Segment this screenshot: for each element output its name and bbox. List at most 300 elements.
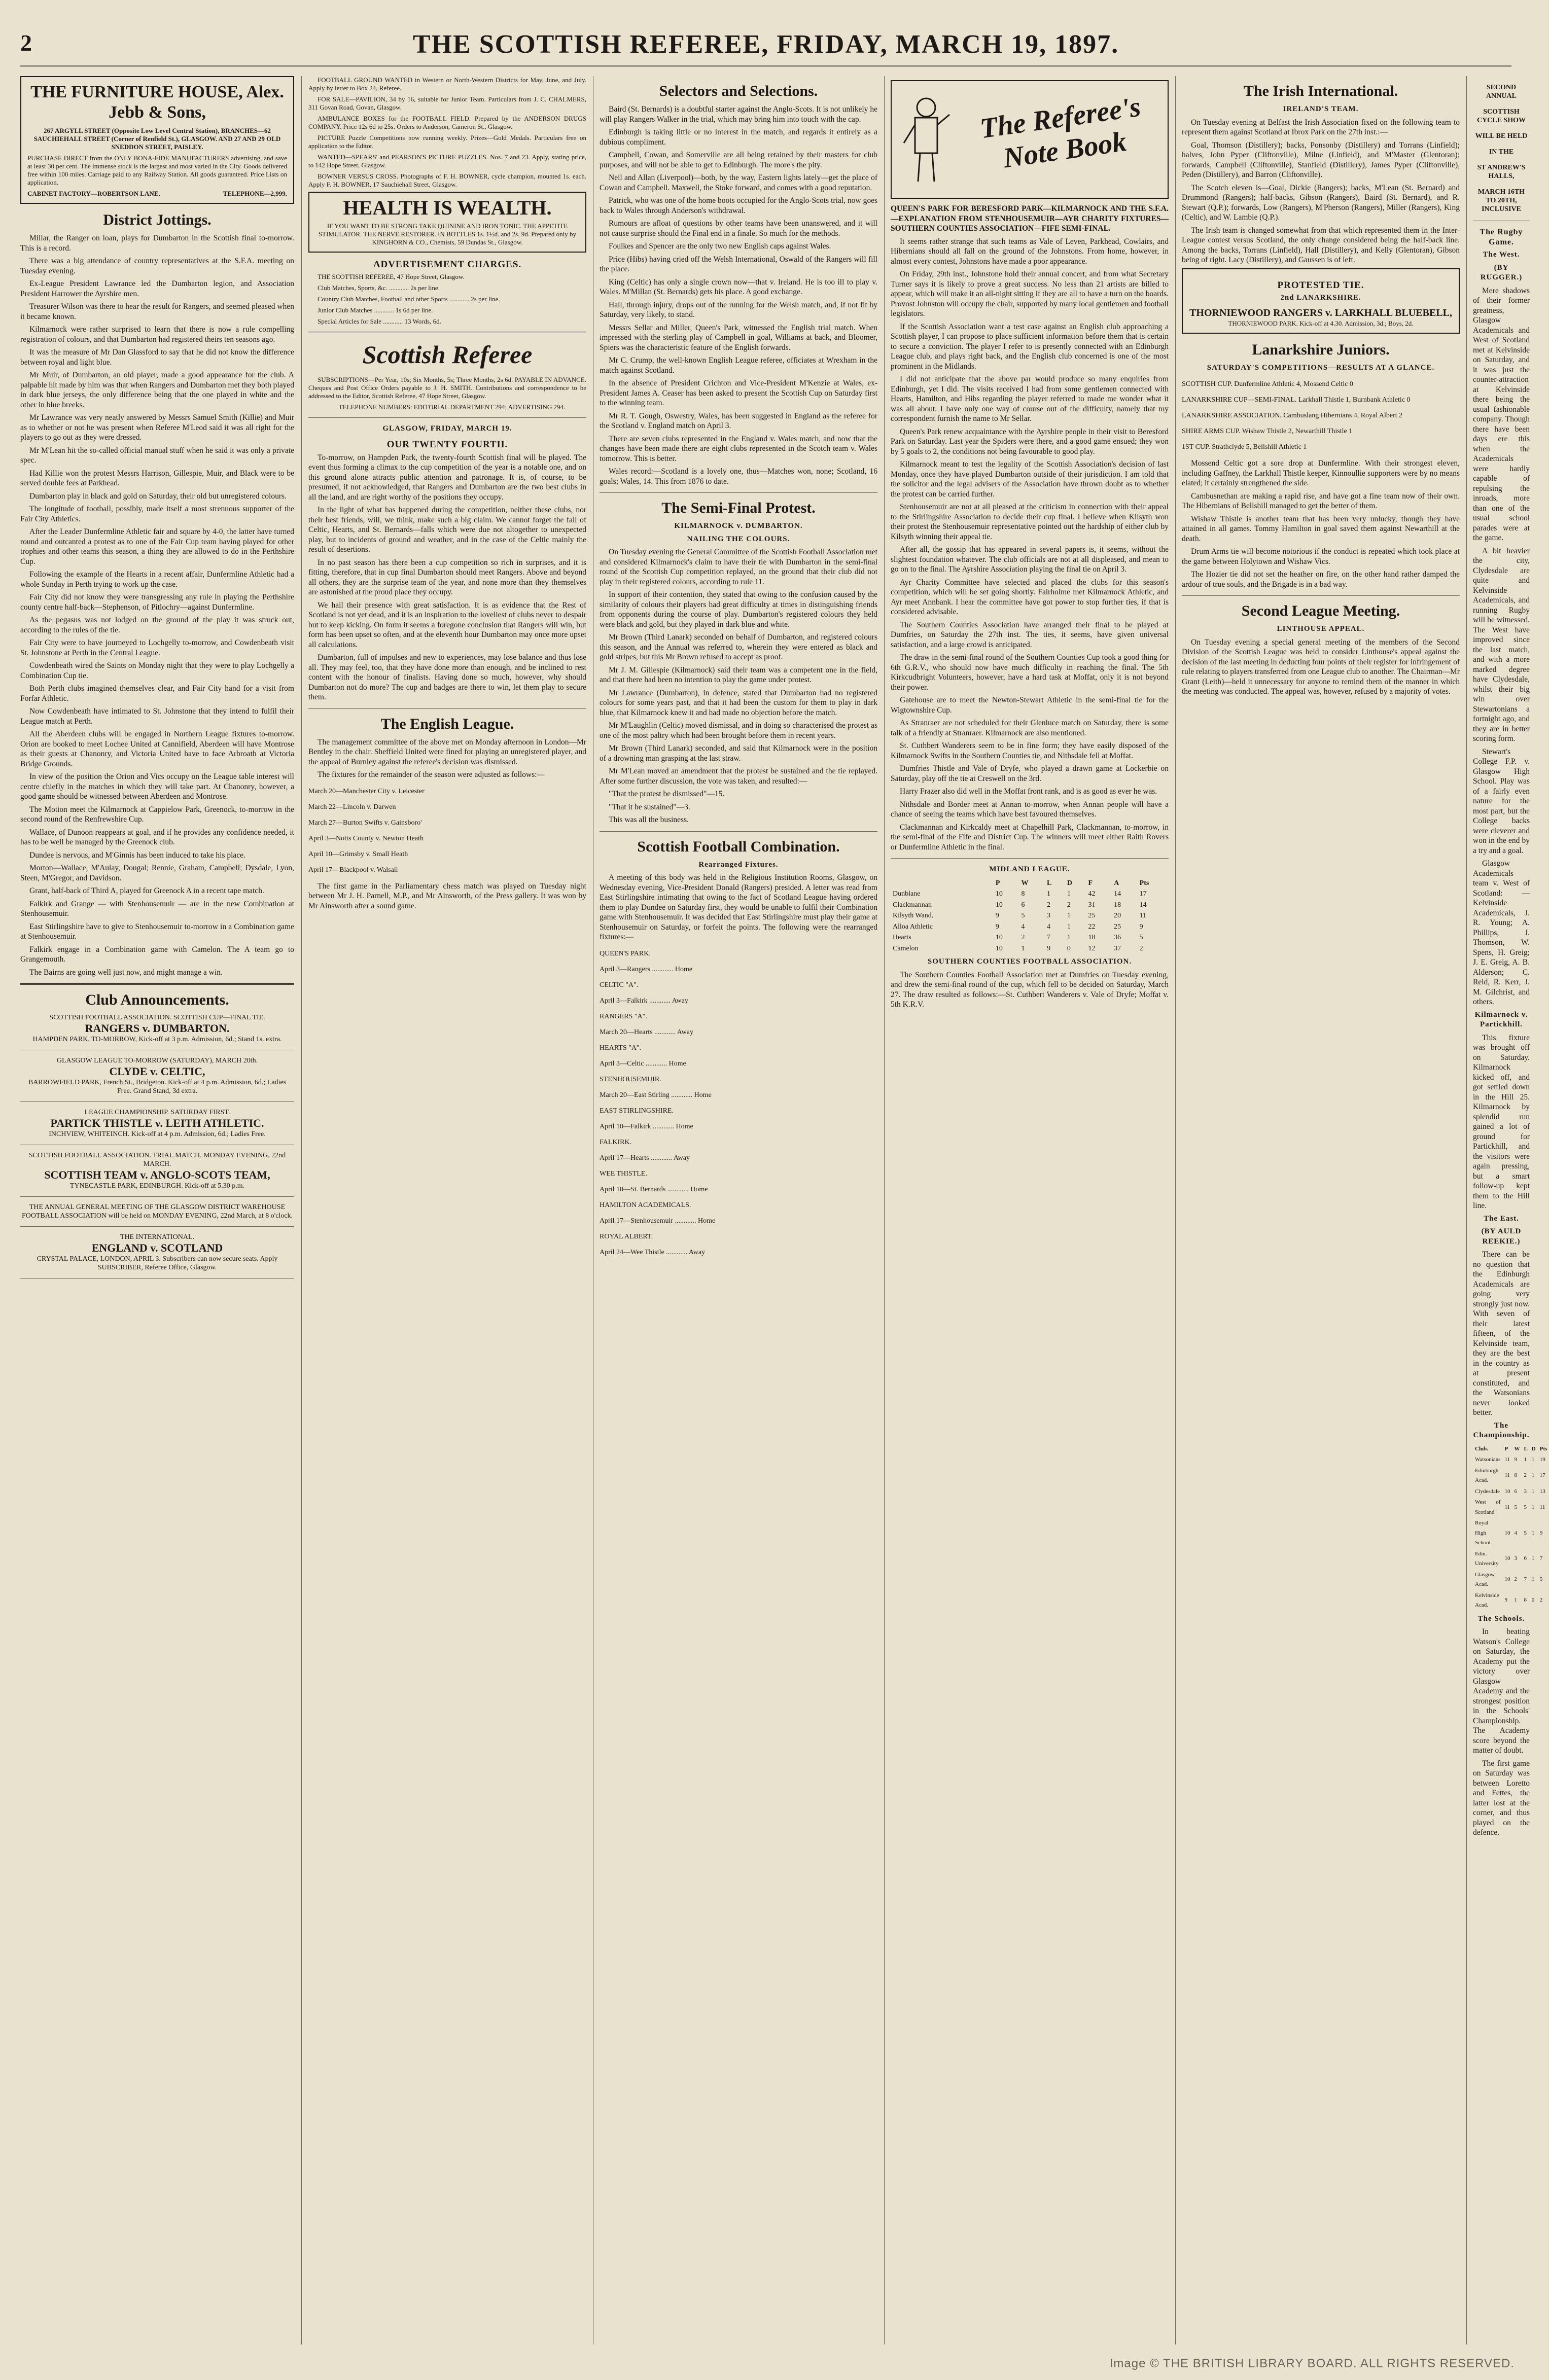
table-cell: 2 [1067,901,1071,909]
rugby-west-subheading: The West. [1483,251,1520,259]
announcement-top: THE ANNUAL GENERAL MEETING OF THE GLASGOW DISTRICT WAREHOUSE FOOTBALL ASSOCIATION will be held on MONDAY EVENING, 22nd March, at 8 o'clock. [21,1203,293,1220]
table-cell: 14 [1139,901,1147,909]
table-cell: 3 [1047,912,1051,919]
table-cell: 20 [1114,912,1121,919]
paragraph: Millar, the Ranger on loan, plays for Dumbarton in the Scottish final to-morrow. This is a record. [20,234,294,253]
table-cell: 2 [1514,1576,1517,1583]
charges-line: Club Matches, Sports, &c. ............ 2s per line. [318,283,440,292]
fixture-line: FALKIRK. [600,1138,632,1146]
table-cell: 10 [1504,1530,1510,1536]
table-cell: 9 [1504,1597,1507,1604]
table-header-cell: D [1531,1445,1536,1452]
page-number: 2 [20,30,32,56]
table-header-cell: L [1524,1445,1528,1452]
paragraph: The longitude of football, possibly, made itself a most strenuous supporter of the Fair City Athletics. [20,505,294,523]
table-cell: 10 [995,934,1003,941]
lanarkshire-text [1182,458,1460,589]
fixture-line: March 20—Manchester City v. Leicester [308,787,425,795]
fixture-line: April 10—Falkirk ............ Home [600,1122,693,1130]
telephone-numbers: TELEPHONE NUMBERS: EDITORIAL DEPARTMENT 294; ADVERTISING 294. [338,403,566,411]
fixture-line: March 22—Lincoln v. Darwen [308,803,396,811]
paragraph: After all, the gossip that has appeared in several papers is, it seems, without the slightest foundation whatever. The club officials are not at all displeased, and mean to go on to the final. The Ayrshire Association playing the final tie on April 3. [891,545,1169,574]
english-league-closing: The first game in the Parliamentary chess match was played on Tuesday night between Mr J. H. Parnell, M.P., and Mr Ainsworth, of the Press gallery. It was won by Mr Ainsworth after a sound game. [308,881,586,910]
paragraph: The Scotch eleven is—Goal, Dickie (Rangers); backs, M'Lean (St. Bernard) and Drummond (Rangers); half-backs, Gibson (Rangers), Baird (St. Bernard), and R. Stewart (Q.P.); forwards, Low (Rangers), M'Pherson (Rangers), Miller (Rangers), King (Celtic), and W. Lambie (Q.P.). [1182,183,1460,222]
table-row [891,889,1169,900]
table-cell: 10 [995,901,1003,909]
paragraph: Campbell, Cowan, and Somerville are all being retained by their masters for club purposes, and will not be able to get to Edinburgh. The more's the pity. [600,151,877,169]
paragraph: Gatehouse are to meet the Newton-Stewart Athletic in the semi-final tie for the Wigtownshire Cup. [891,696,1169,715]
paragraph: The Motion meet the Kilmarnock at Cappielow Park, Greenock, to-morrow in the second round of the Renfrewshire Cup. [20,805,294,824]
divider [308,332,586,333]
table-cell: 9 [1139,922,1143,931]
table-cell: 7 [1539,1555,1543,1562]
combination-subheading: Rearranged Fixtures. [698,860,779,869]
editorial-text [308,453,586,702]
club-announcement [20,1151,294,1190]
fixture-line: April 17—Stenhousemuir ............ Home [600,1217,716,1225]
paragraph: Stenhousemuir are not at all pleased at the criticism in connection with their appeal to the Stirlingshire Association to decide their cup final. I believe when Kilsyth won their protest the Stenhousemuir representative pointed out the hardship of either club by Kilsyth winning their appeal tie. [891,503,1169,541]
paragraph: The Hozier tie did not set the heather on fire, on the other hand rather damped the ardour of true souls, and the Brigade is in a bad way. [1182,570,1460,589]
table-header-cell: A [1114,879,1119,887]
table-cell: 11 [1139,912,1147,919]
table-cell: 1 [1524,1457,1527,1463]
kilmarnock-partickhill-heading: Kilmarnock v. Partickhill. [1474,1010,1528,1028]
table-cell: 1 [1067,912,1071,919]
furniture-ad-body: PURCHASE DIRECT from the ONLY BONA-FIDE MANUFACTURERS advertising, and save at least 30 per cent. The immense stock is the largest and most varied in the City. Goods delivered free within 100 miles. Carriage paid to any Railway Station. All goods guaranteed. Price Lists on application. [27,154,287,186]
paragraph: The fixtures for the remainder of the season were adjusted as follows:— [318,770,545,779]
paragraph: Queen's Park renew acquaintance with the Ayrshire people in their visit to Beresford Park on Saturday. Last year the Spiders were there, and a good game ensued; they won by 5 goals to 2, the conditions not being favourable to good play. [891,427,1169,456]
announcement-bottom: BARROWFIELD PARK, French St., Bridgeton. Kick-off at 4 p.m. Admission, 6d.; Ladies Free. Grand Stand, 3d extra. [28,1079,287,1095]
paragraph: To-morrow, on Hampden Park, the twenty-fourth Scottish final will be played. The event thus forming a climax to the cup competition of the year is a notable one, and on this ground alone attracts public attention and patronage. It is, of course, to be presumed, if not acknowledged, that Rangers and Dumbarton are the two best clubs in all the land, and are right worthy of the positions they occupy. [308,453,586,502]
cycle-show-advertisement [1473,83,1530,214]
paragraph: Ex-League President Lawrance led the Dumbarton legion, and Association President Harrower the Ayrshire men. [20,279,294,298]
table-header-cell: Club. [1475,1445,1488,1452]
rugby-byline: (BY RUGGER.) [1480,263,1523,281]
club-announcements-heading: Club Announcements. [85,991,229,1008]
divider [308,708,586,709]
paragraph: "That it be sustained"—3. [609,802,690,811]
paragraph: Fair City did not know they were transgressing any rule in playing the Perthshire county centre half-back—Stephenson, of Pitlochry—against Dunfermline. [20,593,294,612]
announcement-big: RANGERS v. DUMBARTON. [85,1022,230,1035]
charges-line: Junior Club Matches ............ 1s 6d per line. [318,306,433,314]
column-5 [1182,76,1460,2345]
championship-heading: The Championship. [1473,1421,1530,1439]
english-league-fixtures [308,787,586,874]
fixture-line: ROYAL ALBERT. [600,1232,653,1240]
table-header [891,878,1169,889]
paragraph: Mr M'Laughlin (Celtic) moved dismissal, and in doing so characterised the protest as one of the most paltry which had been brought before them in recent years. [600,721,877,740]
fixture-line: HAMILTON ACADEMICALS. [600,1201,691,1209]
fixture-line: April 3—Rangers ............ Home [600,965,693,973]
table-cell: 3 [1524,1488,1527,1495]
note-book-text [891,237,1169,852]
table-header-cell: W [1021,879,1029,887]
fixture-line: STENHOUSEMUIR. [600,1075,661,1083]
paragraph: Falkirk engage in a Combination game with Camelon. The A team go to Grangemouth. [20,945,294,964]
divider [600,492,877,493]
paragraph: Dumfries Thistle and Vale of Dryfe, who played a drawn game at Lockerbie on Saturday, play off the tie at Creswell on the 3rd. [891,764,1169,783]
combination-text: A meeting of this body was held in the Religious Institution Rooms, Glasgow, on Wednesday evening, Vice-President Donald (Rangers) presided. A letter was read from East Stirlingshire intimating that owing to the fact of Scotland League having ordered them to play Dundee on Saturday first, they would be unable to fulfil their Combination game with Stenhousemuir. It was decided that East Stirlingshire must play their game at Stenhousemuir on Saturday, or forfeit the points. The following were the rearranged fixtures:— [600,873,877,941]
cycle-ad-line: SCOTTISH CYCLE SHOW [1476,108,1526,124]
table-cell: 5 [1524,1504,1527,1510]
announcement-bottom: HAMPDEN PARK, TO-MORROW, Kick-off at 3 p.m. Admission, 6d.; Stand 1s. extra. [32,1036,282,1043]
kilmarnock-partickhill-text: This fixture was brought off on Saturday. Kilmarnock kicked off, and got settled down in the Hill 25. Kilmarnock by splendid run gained a lot of ground for Partickhill, and the visitors were again pressing, but a smart follow-up kept them to the Hill line. [1473,1033,1530,1210]
cycle-ad-line: SECOND ANNUAL [1486,84,1517,100]
table-cell: 42 [1088,890,1096,898]
paragraph: Cambusnethan are making a rapid rise, and have got a fine team now of their own. The Hibernians of Bellshill managed to get the better of them. [1182,491,1460,510]
combination-fixtures [600,949,877,1257]
classified-ad: FOR SALE—PAVILION, 34 by 16, suitable for Junior Team. Particulars from J. C. CHALMERS, 311 Govan Road, Govan, Glasgow. [308,95,586,111]
table-cell: Watsonians [1475,1457,1501,1463]
club-announcements-list [20,1013,294,1278]
paragraph: Mr Brown (Third Lanark) seconded on behalf of Dumbarton, and registered colours this season, and the Annual was referred to, wherein they were entered as black and gold stripes, but this Mr Brown refused to accept as proof. [600,633,877,661]
english-league-heading: The English League. [380,715,514,732]
copyright-credit: Image © THE BRITISH LIBRARY BOARD. ALL RIGHTS RESERVED. [1109,2357,1515,2370]
paragraph: Wishaw Thistle is another team that has been very unlucky, though they have attained in all games. Tommy Hamilton in goal saved them against Newarthill at the death. [1182,514,1460,543]
paragraph: Baird (St. Bernards) is a doubtful starter against the Anglo-Scots. It is not unlikely he will play Rangers Walker in the trial, which may bring him into touch with the cap. [600,105,877,124]
table-cell: 5 [1539,1576,1543,1583]
paragraph: In the absence of President Crichton and Vice-President M'Kenzie at Wales, ex-President James A. Ceaser has been asked to present the Scottish Cup on Saturday first to the winning team. [600,379,877,407]
table-cell: Glasgow Acad. [1475,1571,1495,1587]
table-cell: 10 [1504,1555,1510,1562]
table-cell: 9 [995,912,999,919]
table-row [1473,1486,1549,1498]
paragraph: East Stirlingshire have to give to Stenhousemuir to-morrow in a Combination game at Stenhousemuir. [20,922,294,941]
table-cell: 22 [1088,922,1096,931]
table-cell: 9 [1047,944,1051,952]
advertisement-charges-list [308,273,586,326]
table-cell: 1 [1531,1504,1535,1510]
rugby-text [1473,286,1530,1007]
table-cell: 18 [1088,934,1096,941]
fixture-line: RANGERS "A". [600,1012,647,1020]
paragraph: Falkirk and Grange — with Stenhousemuir — are in the new Combination at Stenhousemuir. [20,899,294,918]
irish-international-text [1182,118,1460,265]
paragraph: Mr Lawrance (Dumbarton), in defence, stated that Dumbarton had no registered colours for some years past, and that it had been the custom for them to play in dark blue, that Kilmarnock knew it and had made no objection before the match. [600,688,877,717]
table-cell: Camelon [893,944,919,952]
paragraph: Wales record:—Scotland is a lovely one, thus—Matches won, none; Scotland, 16 goals; Wales, 14. This from 1876 to date. [600,467,877,486]
paragraph: Cowdenbeath wired the Saints on Monday night that they were to play Lochgelly a Combination Cup tie. [20,661,294,680]
column-3 [600,76,877,2345]
result-line: 1ST CUP. Strathclyde 5, Bellshill Athletic 1 [1182,443,1307,451]
paragraph: Neil and Allan (Liverpool)—both, by the way, Eastern lights lately—get the place of Cowan and Campbell. Maxwell, the Stoke forward, and comes with a good reputation. [600,173,877,192]
fixture-line: April 3—Notts County v. Newton Heath [308,834,424,842]
paragraph: Mr Muir, of Dumbarton, an old player, made a good appearance for the club. A palpable hit made by him was that when Rangers and Dumbarton met they both played in dark blue jerseys, the only difference being that the one played in white and the other in blue breeks. [20,371,294,409]
fixture-line: HEARTS "A". [600,1044,642,1052]
table-row [1473,1497,1549,1518]
southern-counties-text: The Southern Counties Football Association met at Dumfries on Tuesday evening, and drew the semi-final round of the cup, which fell to be decided on Saturday, March 27. The draw resulted as follows:—St. Cuthbert Wanderers v. Vale of Dryfe; Moffat v. 5th K.R.V. [891,970,1169,1009]
column-rule [1466,76,1467,2345]
furniture-ad-telephone: TELEPHONE—2,999. [223,190,287,197]
table-cell: 31 [1088,901,1096,909]
paragraph: In no past season has there been a cup competition so rich in surprises, and it is fitting, therefore, that in cup final Dumbarton should meet Rangers. Above and beyond all others, they are the surprise team of the year, and none more than they themselves are astonished at the proud place they occupy. [308,558,586,596]
fixture-line: March 20—Hearts ............ Away [600,1028,693,1036]
paragraph: All the Aberdeen clubs will be engaged in Northern League fixtures to-morrow. Orion are booked to meet Lochee United at Cannifield, Aberdeen will have Montrose as their guests at Chanonry, and Victoria United have to face Arbroath at Victoria Bridge Grounds. [20,730,294,768]
table-cell: 5 [1021,912,1025,919]
table-row [891,900,1169,911]
table-header-cell: F [1088,879,1093,887]
fixture-line: EAST STIRLINGSHIRE. [600,1107,674,1115]
protested-tie-title: PROTESTED TIE. [1277,279,1364,291]
table-row [1473,1518,1549,1549]
health-advertisement [308,192,586,253]
column-4 [891,76,1169,2345]
announcement-bottom: INCHVIEW, WHITEINCH. Kick-off at 4 p.m. Admission, 6d.; Ladies Free. [49,1130,266,1138]
table-row [1473,1549,1549,1570]
paragraph: The draw in the semi-final round of the Southern Counties Cup took a good thing for 6th G.R.V., who should now have much difficulty in reaching the final. The 5th Kirkcudbright Volunteers, however, have a hard task at Moffat, only it is not beyond their power. [891,653,1169,692]
table-cell: 13 [1539,1488,1545,1495]
club-announcement [20,1233,294,1272]
table-cell: 3 [1514,1555,1517,1562]
table-header [1473,1444,1549,1455]
referee-figure-icon [901,94,952,186]
paragraph: Mr C. Crump, the well-known English League referee, officiates at Wrexham in the match against Scotland. [600,356,877,375]
dateline: GLASGOW, FRIDAY, MARCH 19. [382,424,512,433]
irish-team-subheading: IRELAND'S TEAM. [1283,105,1359,113]
paragraph: Treasurer Wilson was there to hear the result for Rangers, and seemed pleased when it became known. [20,302,294,321]
paragraph: King (Celtic) has only a single crown now—that v. Ireland. He is too ill to play v. Wales. M'Millan (St. Bernards) gets his place. A good exchange. [600,277,877,296]
column-rule [301,76,302,2345]
health-ad-body: IF YOU WANT TO BE STRONG TAKE QUININE AND IRON TONIC. THE APPETITE STIMULATOR. THE NERVE RESTORER. IN BOTTLES 1s. 1½d. and 2s. 9d. Prepared only by KINGHORN & CO., Chemists, 59 Dundas St., Glasgow. [318,222,577,246]
table-row [891,921,1169,933]
fixture-line: QUEEN'S PARK. [600,949,651,957]
divider [1182,595,1460,596]
table-header-cell: Pts [1539,1445,1547,1452]
announcement-big: ENGLAND v. SCOTLAND [91,1241,223,1254]
paragraph: The Irish team is changed somewhat from that which represented them in the Inter-League contest versus Scotland, the only change considered being the half-back line. Among the backs, Torrans (Linfield), Hall (Distillery), and Kelly (Glentoran), Gibson being of right. Lacy (Distillery), and Gaussen is of left. [1182,226,1460,264]
our-twenty-fourth-heading: OUR TWENTY FOURTH. [386,439,508,450]
lanarkshire-results [1182,380,1460,451]
midland-league-table [891,878,1169,954]
table-cell: 11 [1504,1504,1510,1510]
column-rule [1175,76,1176,2345]
table-cell: 10 [1504,1576,1510,1583]
protested-tie-notice [1182,268,1460,334]
paragraph: Goal, Thomson (Distillery); backs, Ponsonby (Distillery) and Torrans (Linfield); halves, John Pyper (Cliftonville), Milne (Linfield), and M'Master (Glentoran); forwards, Campbell (Cliftonville), Stanfield (Distillery), James Pyper (Cliftonville), Peden (Distillery), and Barron (Cliftonville). [1182,140,1460,179]
paragraph: Mossend Celtic got a sore drop at Dunfermline. With their strongest eleven, including Gaffney, the Larkhall Thistle keeper, Kinnoullie supporters were by no means elated; it certainly strengthened the side. [1182,459,1460,487]
charges-line: Special Articles for Sale ............ 13 Words, 6d. [318,317,441,325]
paragraph: I did not anticipate that the above par would produce so many enquiries from Edinburgh, yet I did. The visits received I had from some gentlemen connected with Hearts, Hamilton, and Hibs regarding the player referred to made me wonder what it was all about. I have only one way of course out of the difficulty, namely that my correspondent furnish the name to Mr Sellar. [891,375,1169,423]
table-cell: 10 [995,944,1003,952]
selectors-heading: Selectors and Selections. [659,83,818,99]
paragraph: Kilmarnock were rather surprised to learn that there is now a rule compelling registration of colours, and that Dumbarton had registered theirs ten seasons ago. [20,325,294,344]
table-cell: 0 [1531,1597,1535,1604]
table-row [1473,1590,1549,1611]
paragraph: In support of their contention, they stated that owing to the confusion caused by the similarity of colours their players had great difficulty at times in distinguishing friends from opponents during the course of play. Dumbarton's registered colours they held were black and gold, but they played in dark blue and white. [600,590,877,629]
paragraph: Hall, through injury, drops out of the running for the Welsh match, and, if not fit by Saturday, very likely, to stand. [600,300,877,319]
paragraph: Clackmannan and Kirkcaldy meet at Chapelhill Park, Clackmannan, to-morrow, in the semi-final of the Fife and District Cup. The winners will meet either Raith Rovers or Dunfermline Athletic in the final. [891,823,1169,851]
lanarkshire-juniors-heading: Lanarkshire Juniors. [1252,341,1390,358]
table-cell: 2 [1021,934,1025,941]
schools-closing: The first game on Saturday was between Loretto and Fettes, the latter lost at the corner, and thus played on the defence. [1473,1759,1530,1837]
table-cell: 1 [1531,1555,1535,1562]
club-announcement [20,1203,294,1220]
furniture-ad-footer [27,190,287,198]
paragraph: On Tuesday evening the General Committee of the Scottish Football Association met and considered Kilmarnock's claim to have their tie with Dumbarton in the semi-final round of the Scottish Cup competition replayed, on the ground that their club did not play in their registered colours, according to rule 11. [600,548,877,586]
fixture-line: April 17—Blackpool v. Walsall [308,866,398,874]
paragraph: As the pegasus was not lodged on the ground of the play it was struck out, according to the rules of the tie. [20,616,294,634]
table-cell: 14 [1114,890,1121,898]
paragraph: Ayr Charity Committee have selected and placed the clubs for this season's competition, which will be set going shortly. Fairholme met Kilmarnock Athletic, and Ayr meet Annbank. I hear the committee have got power to stop further ties, if that is considered advisable. [891,578,1169,616]
second-league-meeting-heading: Second League Meeting. [1241,602,1400,619]
paragraph: There was a big attendance of country representatives at the S.F.A. meeting on Tuesday evening. [20,257,294,275]
announcement-top: SCOTTISH FOOTBALL ASSOCIATION. TRIAL MATCH. MONDAY EVENING, 22nd MARCH. [28,1152,286,1168]
table-row [891,910,1169,921]
paragraph: The Bairns are going well just now, and might manage a win. [29,968,223,977]
table-cell: 1 [1067,890,1071,898]
table-cell: 5 [1514,1504,1517,1510]
paragraph: Grant, half-back of Third A, played for Greenock A in a recent tape match. [29,886,264,895]
linthouse-appeal-subheading: LINTHOUSE APPEAL. [1277,625,1365,633]
fixture-line: April 3—Celtic ............ Home [600,1059,686,1068]
table-header-cell [891,878,994,889]
divider [891,858,1169,859]
protested-tie-venue: THORNIEWOOD PARK. Kick-off at 4.30. Admission, 3d.; Boys, 2d. [1228,319,1414,327]
table-row [891,932,1169,943]
table-header-cell: D [1067,879,1073,887]
table-cell: 1 [1067,922,1071,931]
rugby-east-heading: The East. [1484,1214,1519,1223]
paragraph: Morton—Wallace, M'Aulay, Dougal; Rennie, Graham, Campbell; Dysdale, Lyon, Steen, M'Gregor, and Davidson. [20,864,294,882]
table-cell: 1 [1021,944,1025,952]
table-cell: 7 [1047,934,1051,941]
table-cell: 25 [1088,912,1096,919]
paragraph: St. Cuthbert Wanderers seem to be in fine form; they have easily disposed of the Kilmarnock Swifts in the Southern Counties tie, and Nithsdale fell at Moffat. [891,741,1169,760]
table-cell: 1 [1531,1530,1535,1536]
table-cell: 1 [1531,1472,1535,1479]
selectors-text [600,104,877,486]
paragraph: Glasgow Academicals team v. West of Scotland: — Kelvinside Academicals, J. R. Young; A. Phillips, J. Thomson, W. Spens, H. Greig; J. E. Greig, A. B. Alderson; C. Reid, R. Kerr, J. M. Gilchrist, and others. [1473,859,1530,1006]
announcement-big: SCOTTISH TEAM v. ANGLO-SCOTS TEAM, [44,1168,270,1181]
district-jottings-heading: District Jottings. [103,211,212,228]
protested-tie-sub: 2nd LANARKSHIRE. [1280,294,1361,302]
fixture-line: April 3—Falkirk ............ Away [600,997,688,1005]
paragraph: If the Scottish Association want a test case against an English club approaching a Scottish player, I can propose to place sufficient information before them that is certain to secure a conviction. The player I refer to is presently connected with an Edinburgh League club, and plays right back, and the English club concerned is one of the most prominent in the Midlands. [891,322,1169,371]
paragraph: Dumbarton, full of impulses and new to experiences, may lose balance and thus lose all. They may feel, too, that they have done more than enough, and be inclined to rest content with the honour of finalists. Having done so much, however, why should Dumbarton not do more? The cup and badges are there to win, let them play to secure them. [308,653,586,701]
paragraph: Harry Frazer also did well in the Moffat front rank, and is as good as ever he was. [900,787,1157,796]
southern-counties-heading: SOUTHERN COUNTIES FOOTBALL ASSOCIATION. [927,957,1132,966]
table-cell: 8 [1524,1597,1527,1604]
table-row [1473,1466,1549,1486]
table-cell: 2 [1539,1597,1543,1604]
paragraph: "That the protest be dismissed"—15. [609,790,725,798]
paragraph: Mr Lawrance was very neatly answered by Messrs Samuel Smith (Killie) and Muir as to whether or not he was present when Referee M'Leod said it was all right for the players to go out as they were dressed. [20,413,294,442]
paragraph: There are seven clubs represented in the England v. Wales match, and now that the changes have been made there are eight clubs represented in the Scotch team v. Wales tomorrow. This is better. [600,434,877,463]
classified-ad: FOOTBALL GROUND WANTED in Western or North-Western Districts for May, June, and July. Apply by letter to Box 24, Referee. [308,76,586,92]
paragraph: In view of the position the Orion and Vics occupy on the League table interest will centre chiefly in the matches in which they will take part. At Chanonry, however, a good game should be witnessed between Aberdeen and Montrose. [20,772,294,801]
table-cell: Clackmannan [893,901,932,909]
cycle-ad-line: IN THE [1489,148,1514,156]
paragraph: Price (Hibs) having cried off the Welsh International, Oswald of the Rangers will fill the place. [600,255,877,273]
table-row [1473,1570,1549,1590]
table-cell: 1 [1067,934,1071,941]
subscription-terms: SUBSCRIPTIONS—Per Year, 10s; Six Months, 5s; Three Months, 2s 6d. PAYABLE IN ADVANCE. Cheques and Post Office Orders payable to J. H. SMITH. Contributions and correspondence to be addressed to the Editor, Scottish Referee, 47 Hope Street, Glasgow. [308,375,586,400]
table-cell: 5 [1139,934,1143,941]
table-cell: 9 [1539,1530,1543,1536]
table-row [1473,1454,1549,1466]
classified-ads-list [308,76,586,189]
fixture-line: April 17—Hearts ............ Away [600,1154,690,1162]
note-book-title: The Referee's Note Book [978,91,1143,174]
paragraph: Dundee is nervous, and M'Ginnis has been induced to take his place. [29,850,245,860]
table-cell: 1 [1047,890,1051,898]
column-rule [884,76,885,2345]
table-cell: Kilsyth Wand. [893,912,934,919]
paragraph: Following the example of the Hearts in a recent affair, Dunfermline Athletic had a whole Sunday in Perth trying to work up the case. [20,570,294,589]
paragraph: Dumbarton play in black and gold on Saturday, their old but unregistered colours. [29,491,287,501]
column-6 [1473,76,1547,2345]
result-line: LANARKSHIRE ASSOCIATION. Cambuslang Hibernians 4, Royal Albert 2 [1182,412,1403,419]
classified-ad: BOWNER VERSUS CROSS. Photographs of F. H. BOWNER, cycle champion, mounted 1s. each. Apply F. H. BOWNER, 17 Sauchiehall Street, Glasgow. [308,172,586,188]
furniture-ad-address: 267 ARGYLL STREET (Opposite Low Level Central Station), BRANCHES—62 SAUCHIEHALL STREET (Corner of Renfield St.), GLASGOW. AND 27 AND 29 OLD SNEDDON STREET, PAISLEY. [33,127,281,151]
table-cell: 7 [1524,1576,1527,1583]
table-cell: 6 [1514,1488,1517,1495]
paragraph: Rumours are afloat of questions by other teams have been unanswered, and it will not cause surprise should the Final end in a finale. So much for the methods. [600,219,877,238]
table-cell: 10 [1504,1488,1510,1495]
cycle-ad-line: WILL BE HELD [1475,132,1528,140]
classified-ad: PICTURE Puzzle Competitions now running weekly. Prizes—Gold Medals. Particulars free on application to the Editor. [308,134,586,150]
table-row [891,943,1169,954]
announcement-top: SCOTTISH FOOTBALL ASSOCIATION. SCOTTISH CUP—FINAL TIE. [49,1014,265,1021]
table-cell: 12 [1088,944,1096,952]
paragraph: Edinburgh is taking little or no interest in the match, and regards it entirely as a dubious compliment. [600,128,877,147]
table-header-cell: W [1514,1445,1520,1452]
divider [20,1196,294,1197]
table-cell: Dunblane [893,890,921,898]
table-cell: 9 [995,922,999,931]
table-cell: Hearts [893,934,911,941]
fixture-line: March 20—East Stirling ............ Home [600,1091,712,1099]
table-cell: 5 [1524,1530,1527,1536]
announcement-top: LEAGUE CHAMPIONSHIP. SATURDAY FIRST. [84,1109,230,1116]
table-header-cell: P [1504,1445,1508,1452]
table-cell: 4 [1514,1530,1517,1536]
paragraph: Mr J. M. Gillespie (Kilmarnock) said their team was a competent one in the field, and that there had been no intention to play the game under protest. [600,665,877,684]
paragraph: Kilmarnock meant to test the legality of the Scottish Association's decision of last Monday, once they have played Dumbarton outside of their jurisdiction. I am told that the solicitor and the legal advisers of the Association have thrown doubt as to whether the protest can be carried further. [891,460,1169,499]
paragraph: The Southern Counties Association have arranged their final to be played at Dumfries, on Saturday the 27th inst. The ties, it seems, have given universal satisfaction, and a large crowd is anticipated. [891,620,1169,649]
paragraph: Mr M'Lean hit the so-called official manual stuff when he said it was only a private spec. [20,446,294,465]
column-2 [308,76,586,2345]
table-cell: 6 [1524,1555,1527,1562]
paragraph: Patrick, who was one of the home boots occupied for the Anglo-Scots trial, now goes back to Wales through Anderson's withdrawal. [600,196,877,215]
paragraph: On Friday, 29th inst., Johnstone hold their annual concert, and from what Secretary Turner says it is likely to prove a great success. No less than 21 artists are billed to appear, which will make it an all-night sitting if they are all to have a turn on the boards. Provost Johnston will occupy the chair, supported by many local gentlemen and football legislators. [891,270,1169,318]
announcement-big: PARTICK THISTLE v. LEITH ATHLETIC. [50,1117,264,1129]
paragraph: Both Perth clubs imagined themselves clear, and Fair City hand for a visit from Forfar Athletic. [20,684,294,703]
divider [20,983,294,985]
semi-final-protest-heading: The Semi-Final Protest. [661,500,816,516]
protest-subheading: KILMARNOCK v. DUMBARTON. [674,522,803,530]
charges-line: Country Club Matches, Football and other Sports ............ 2s per line. [318,295,500,303]
table-cell: 8 [1021,890,1025,898]
note-book-intro: QUEEN'S PARK FOR BERESFORD PARK—KILMARNOCK AND THE S.F.A.—EXPLANATION FROM STENHOUSEMUIR—AYR CHARITY FIXTURES—SOUTHERN COUNTIES ASSOCIATION—FIFE SEMI-FINAL. [891,204,1169,233]
protest-subheading-2: NAILING THE COLOURS. [687,535,790,543]
table-cell: 19 [1539,1457,1545,1463]
paragraph: Mr R. T. Gough, Oswestry, Wales, has been suggested in England as the referee for the Scotland v. England match on April 3. [600,411,877,430]
lanarkshire-juniors-subheading: SATURDAY'S COMPETITIONS—RESULTS AT A GLANCE. [1207,363,1435,372]
paragraph: This was all the business. [609,815,689,824]
cycle-ad-line: ST ANDREW'S HALLS, [1477,164,1526,180]
table-cell: 2 [1047,901,1051,909]
result-line: SCOTTISH CUP. Dunfermline Athletic 4, Mossend Celtic 0 [1182,380,1353,388]
fixture-line: April 10—Grimsby v. Small Heath [308,850,408,858]
paragraph: After the Leader Dunfermline Athletic fair and square by 4-0, the latter have turned round and outcanted a protest as to one of the Fair Cup team having played for other trophies and other teams this season, a thing they are allowed to do in the Perthshire Cup. [20,527,294,566]
result-line: LANARKSHIRE CUP—SEMI-FINAL. Larkhall Thistle 1, Burnbank Athletic 0 [1182,396,1411,404]
table-cell: 4 [1047,922,1051,931]
announcement-top: THE INTERNATIONAL. [120,1233,195,1241]
table-cell: Alloa Athletic [893,922,933,931]
table-cell: 36 [1114,934,1121,941]
paragraph: A bit heavier the city, Clydesdale are quite and Kelvinside Academicals, and running Rugby will be witnessed. The West have improved since the last match, and with a more marked degree have Clydesdale, whilst their big win over Stewartonians a fortnight ago, and they are in better scoring form. [1473,546,1530,743]
